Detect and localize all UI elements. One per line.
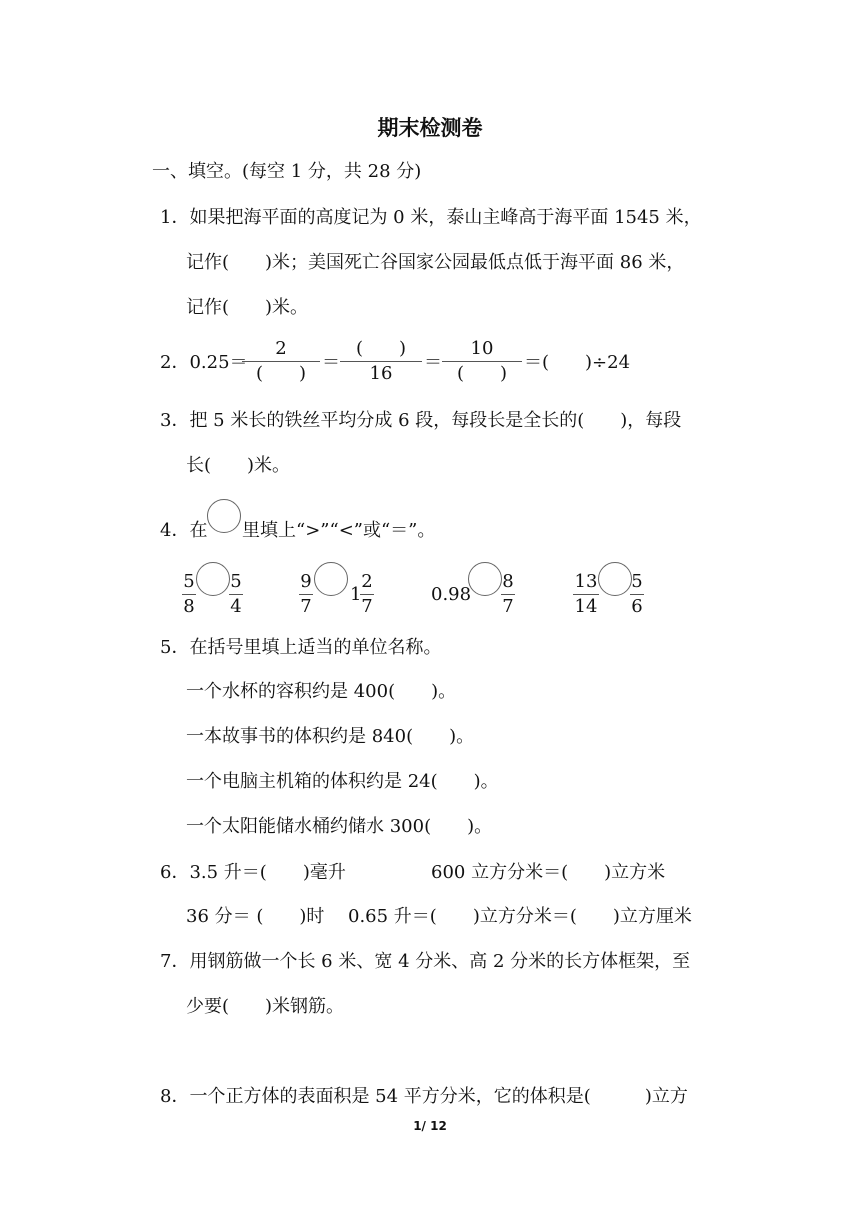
fraction-10-over-blank — [442, 338, 522, 385]
fraction-bar — [573, 594, 599, 595]
fraction-numerator: 2 — [275, 338, 287, 359]
fraction-numerator: 13 — [574, 571, 598, 592]
compare-circle-icon[interactable] — [196, 562, 230, 596]
fraction-bar — [242, 361, 320, 362]
fraction — [573, 571, 599, 618]
fraction-bar — [299, 594, 313, 595]
question-5-line-2: 一本故事书的体积约是 840( )。 — [186, 726, 475, 747]
fraction-denominator: 4 — [230, 596, 242, 617]
question-1-line-2: 记作( )米；美国死亡谷国家公园最低点低于海平面 86 米， — [186, 252, 685, 273]
equals-sign: ＝ — [424, 352, 442, 373]
equals-sign: ＝ — [322, 352, 340, 373]
fraction — [630, 571, 644, 618]
question-7-line-2: 少要( )米钢筋。 — [186, 996, 345, 1017]
fraction-denominator: ( ) — [255, 363, 307, 384]
question-5-line-3: 一个电脑主机箱的体积约是 24( )。 — [186, 771, 499, 792]
compare-circle-icon[interactable] — [598, 562, 632, 596]
circle-blank-icon — [207, 499, 241, 533]
fraction-numerator: 2 — [361, 571, 373, 592]
question-5-line-1: 一个水杯的容积约是 400( )。 — [186, 681, 457, 702]
fraction-bar — [360, 594, 374, 595]
fraction-numerator: 5 — [631, 571, 643, 592]
fraction — [229, 571, 243, 618]
fraction-denominator: 16 — [369, 363, 393, 384]
fraction-denominator: 7 — [502, 596, 514, 617]
fraction-denominator: 7 — [300, 596, 312, 617]
mixed-number-whole: 1 — [350, 584, 362, 605]
question-8-line-1: 8．一个正方体的表面积是 54 平方分米，它的体积是( )立方 — [160, 1086, 688, 1107]
fraction — [182, 571, 196, 618]
page-number: 1/ 12 — [413, 1119, 447, 1133]
page-title: 期末检测卷 — [377, 116, 483, 140]
section-heading: 一、填空。(每空 1 分，共 28 分) — [152, 161, 422, 182]
fraction-numerator: 9 — [300, 571, 312, 592]
fraction-denominator: ( ) — [456, 363, 508, 384]
decimal-value: 0.98 — [431, 584, 472, 605]
fraction-bar — [340, 361, 422, 362]
question-4-rest: 里填上“>”“<”或“＝”。 — [242, 520, 436, 541]
compare-circle-icon[interactable] — [314, 562, 348, 596]
question-5-stem: 5．在括号里填上适当的单位名称。 — [160, 637, 442, 658]
question-6-part-d: 0.65 升＝( )立方分米＝( )立方厘米 — [348, 906, 692, 927]
question-4-lead: 4．在 — [160, 520, 208, 541]
fraction-bar — [182, 594, 196, 595]
fraction-numerator: 8 — [502, 571, 514, 592]
question-1-line-3: 记作( )米。 — [186, 297, 309, 318]
question-3-line-1: 3．把 5 米长的铁丝平均分成 6 段，每段长是全长的( )，每段 — [160, 410, 682, 431]
fraction-numerator: 5 — [183, 571, 195, 592]
fraction-numerator: ( ) — [355, 338, 407, 359]
question-6-part-a: 6．3.5 升＝( )毫升 — [160, 862, 346, 883]
question-1-line-1: 1．如果把海平面的高度记为 0 米，泰山主峰高于海平面 1545 米， — [160, 207, 702, 228]
fraction-bar — [501, 594, 515, 595]
fraction — [360, 571, 374, 618]
fraction-bar — [229, 594, 243, 595]
fraction-denominator: 8 — [183, 596, 195, 617]
question-6-part-c: 36 分＝ ( )时 — [186, 906, 325, 927]
fraction-blank-over-16 — [340, 338, 422, 385]
question-2-lead: 2．0.25＝ — [160, 352, 248, 373]
question-7-line-1: 7．用钢筋做一个长 6 米、宽 4 分米、高 2 分米的长方体框架，至 — [160, 951, 691, 972]
compare-circle-icon[interactable] — [468, 562, 502, 596]
fraction-denominator: 6 — [631, 596, 643, 617]
fraction-numerator: 5 — [230, 571, 242, 592]
fraction-bar — [630, 594, 644, 595]
fraction-2-over-blank — [242, 338, 320, 385]
fraction-denominator: 14 — [574, 596, 598, 617]
question-5-line-4: 一个太阳能储水桶约储水 300( )。 — [186, 816, 493, 837]
fraction-numerator: 10 — [470, 338, 494, 359]
question-6-part-b: 600 立方分米＝( )立方米 — [431, 862, 666, 883]
fraction-denominator: 7 — [361, 596, 373, 617]
fraction-bar — [442, 361, 522, 362]
fraction — [299, 571, 313, 618]
question-3-line-2: 长( )米。 — [186, 455, 291, 476]
question-2-tail: ＝( )÷24 — [524, 352, 631, 373]
fraction — [501, 571, 515, 618]
